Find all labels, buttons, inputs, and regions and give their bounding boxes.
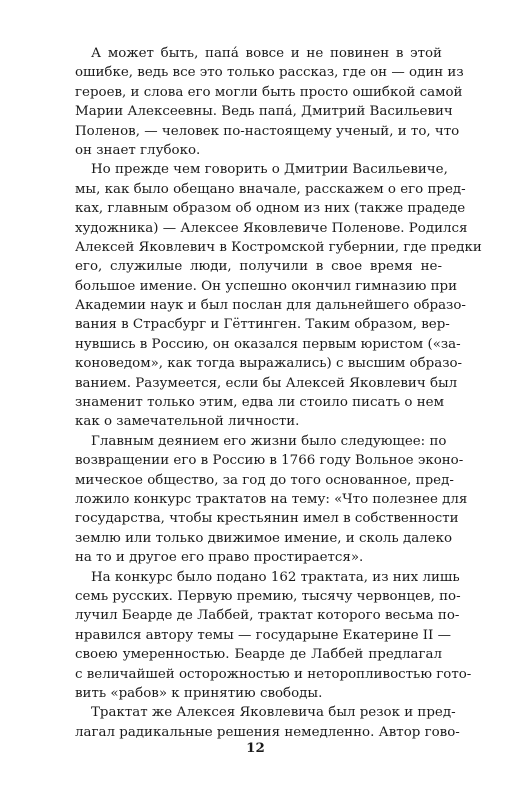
text-line: А может быть, папа́ вовсе и не повинен в этой	[91, 46, 442, 61]
paragraph	[75, 432, 468, 568]
text-line: ках, главным образом об одном из них (также прадеде	[75, 201, 466, 217]
text-line: вания в Страсбург и Гёттинген. Таким образом, вер-	[75, 317, 450, 333]
text-line: нувшись в Россию, он оказался первым юристом («за-	[75, 336, 461, 352]
text-line: Марии Алексеевны. Ведь папа́, Дмитрий Васильевич	[75, 104, 453, 120]
text-line: Но прежде чем говорить о Дмитрии Васильевиче,	[91, 162, 448, 178]
paragraph	[75, 160, 482, 431]
paragraph	[75, 703, 460, 742]
text-line: Поленов, — человек по-настоящему ученый, и то, что	[75, 123, 460, 139]
text-line: нравился автору темы — государыне Екатерине II —	[75, 627, 451, 643]
text-line: с величайшей осторожностью и неторопливостью гото-	[75, 666, 472, 682]
text-line: его, служилые люди, получили в свое время не-	[75, 259, 442, 275]
text-line: своею умеренностью. Беарде де Лаббей предлагал	[75, 647, 442, 663]
text-line: лагал радикальные решения немедленно. Автор гово-	[75, 724, 460, 740]
text-line: героев, и слова его могли быть просто ошибкой самой	[75, 84, 463, 100]
text-line: мическое общество, за год до того основанное, пред-	[75, 472, 454, 488]
text-line: Академии наук и был послан для дальнейшего образо-	[75, 298, 466, 314]
text-line: лучил Беарде де Лаббей, трактат которого весьма по-	[75, 608, 460, 624]
text-line: Главным деянием его жизни было следующее: по	[91, 433, 447, 449]
text-line: большое имение. Он успешно окончил гимназию при	[75, 278, 458, 294]
text-line: вить «рабов» к принятию свободы.	[75, 685, 323, 701]
text-line: государства, чтобы крестьянин имел в собственности	[75, 511, 459, 527]
text-line: коноведом», как тогда выражались) с высшим образо-	[75, 356, 463, 372]
text-line: ванием. Разумеется, если бы Алексей Яковлевич был	[75, 375, 458, 391]
text-line: знаменит только этим, едва ли стоило писать о нем	[75, 395, 445, 411]
text-line: как о замечательной личности.	[75, 414, 300, 430]
text-line: мы, как было обещано вначале, расскажем о его пред-	[75, 181, 466, 197]
text-line: Трактат же Алексея Яковлевича был резок и пред-	[91, 705, 456, 721]
text-line: На конкурс было подано 162 трактата, из них лишь	[91, 569, 460, 585]
text-line: ложило конкурс трактатов на тему: «Что полезнее для	[75, 491, 468, 507]
text-line: художника) — Алексее Яковлевиче Поленове. Родился	[75, 220, 468, 236]
text-line: Алексей Яковлевич в Костромской губернии, где предки	[75, 239, 482, 255]
text-line: землю или только движимое имение, и сколь далеко	[75, 530, 453, 546]
paragraph	[75, 568, 472, 704]
page-number: 12	[246, 740, 265, 756]
text-line: на то и другое его право простирается».	[75, 550, 364, 566]
text-line: возвращении его в Россию в 1766 году Вольное эконо-	[75, 453, 464, 469]
text-line: он знает глубоко.	[75, 142, 201, 158]
text-line: семь русских. Первую премию, тысячу червонцев, по-	[75, 588, 461, 604]
paragraph	[75, 44, 464, 160]
text-line: ошибке, ведь все это только рассказ, где он — один из	[75, 65, 464, 81]
page-body	[75, 44, 482, 742]
